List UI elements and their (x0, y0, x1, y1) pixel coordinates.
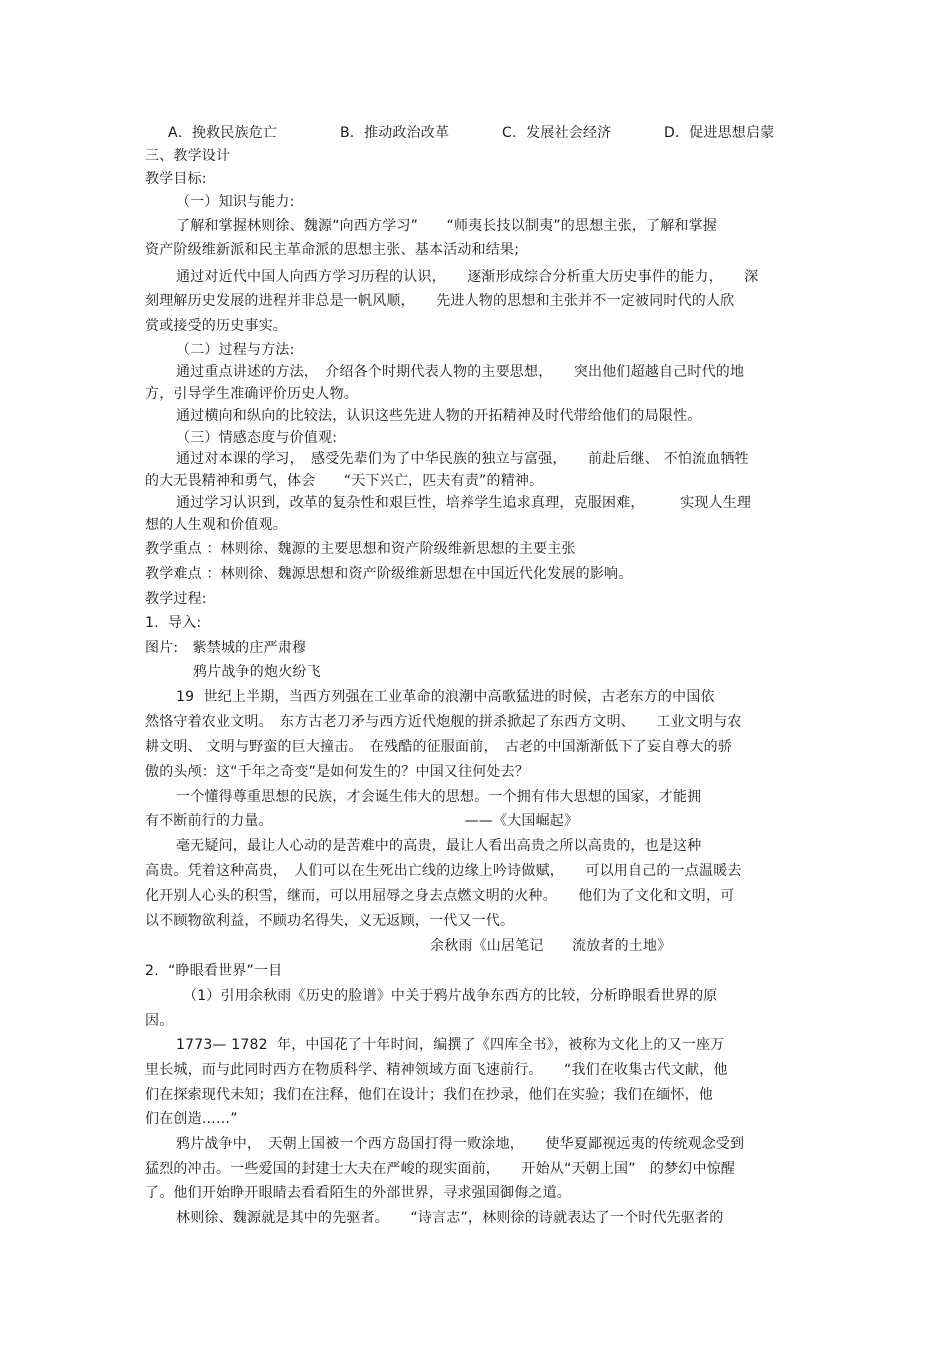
subheading: 教学目标: (145, 171, 207, 187)
teaching-focus: 教学重点 ：林则徐、魏源的主要思想和资产阶级维新思想的主要主张 (145, 541, 576, 557)
quote-source: 余秋雨《山居笔记 流放者的土地》 (430, 938, 672, 954)
option-d: D．促进思想启蒙 (664, 125, 775, 141)
paragraph-line: 们在探索现代未知；我们在注释，他们在设计；我们在抄录，他们在实验；我们在缅怀，他 (145, 1087, 713, 1103)
paragraph-line: 的大无畏精神和勇气，体会 “天下兴亡，匹夫有责”的精神。 (145, 473, 544, 489)
subheading: （二）过程与方法: (176, 342, 295, 358)
quote-line: 高贵。凭着这种高贵， 人们可以在生死出亡线的边缘上吟诗做赋， 可以用自己的一点温暖去 (145, 863, 742, 879)
quote-line: 有不断前行的力量。 ——《大国崛起》 (145, 813, 579, 829)
paragraph-line: 通过横向和纵向的比较法，认识这些先进人物的开拓精神及时代带给他们的局限性。 (176, 408, 702, 424)
subheading: 2. “睁眼看世界”一目 (145, 963, 283, 979)
paragraph-line: 想的人生观和价值观。 (145, 517, 287, 533)
subheading: （三）情感态度与价值观: (176, 430, 338, 446)
option-a: A．挽救民族危亡 (168, 125, 278, 141)
paragraph-line: 鸦片战争中， 天朝上国被一个西方岛国打得一败涂地， 使华夏鄙视远夷的传统观念受到 (176, 1136, 745, 1152)
paragraph-line: 方，引导学生准确评价历史人物。 (145, 386, 358, 402)
paragraph-line: 了解和掌握林则徐、魏源“向西方学习” “师夷长技以制夷”的思想主张，了解和掌握 (176, 218, 718, 234)
option-c: C．发展社会经济 (502, 125, 612, 141)
paragraph-line: 林则徐、魏源就是其中的先驱者。 “诗言志”，林则徐的诗就表达了一个时代先驱者的 (176, 1210, 724, 1226)
paragraph-line: 然恪守着农业文明。 东方古老刀矛与西方近代炮舰的拼杀掀起了东西方文明、 工业文明与农 (145, 714, 742, 730)
paragraph-line: 图片: 紫禁城的庄严肃穆 (145, 640, 307, 656)
option-b: B．推动政治改革 (340, 125, 450, 141)
section-heading: 三、教学设计 (145, 148, 231, 164)
subheading: 1. 导入: (145, 615, 202, 631)
paragraph-line: 资产阶级维新派和民主革命派的思想主张、基本活动和结果; (145, 242, 520, 258)
paragraph-line: 赏或接受的历史事实。 (145, 318, 287, 334)
paragraph-line: 们在创造……” (145, 1111, 238, 1127)
subheading: （一）知识与能力: (176, 194, 295, 210)
paragraph-line: （1）引用余秋雨《历史的脸谱》中关于鸦片战争东西方的比较，分析睁眼看世界的原 (183, 988, 718, 1004)
paragraph-line: 19 世纪上半期，当西方列强在工业革命的浪潮中高歌猛进的时候，古老东方的中国依 (176, 689, 715, 705)
paragraph-line: 刻理解历史发展的进程并非总是一帆风顺， 先进人物的思想和主张并不一定被同时代的人欣 (145, 293, 735, 309)
subheading: 教学过程: (145, 591, 207, 607)
paragraph-line: 通过对本课的学习， 感受先辈们为了中华民族的独立与富强， 前赴后继、 不怕流血牺牲 (176, 451, 749, 467)
paragraph-line: 鸦片战争的炮火纷飞 (193, 664, 321, 680)
paragraph-line: 里长城，而与此同时西方在物质科学、精神领域方面飞速前行。 “我们在收集古代文献，他 (145, 1062, 728, 1078)
quote-line: 化开别人心头的积雪，继而，可以用屈辱之身去点燃文明的火种。 他们为了文化和文明，可 (145, 888, 735, 904)
paragraph-line: 通过重点讲述的方法， 介绍各个时期代表人物的主要思想， 突出他们超越自己时代的地 (176, 364, 745, 380)
quote-line: 以不顾物欲利益，不顾功名得失，义无返顾，一代又一代。 (145, 913, 515, 929)
teaching-difficulty: 教学难点 ：林则徐、魏源思想和资产阶级维新思想在中国近代化发展的影响。 (145, 566, 633, 582)
quote-line: 毫无疑问，最让人心动的是苦难中的高贵，最让人看出高贵之所以高贵的，也是这种 (176, 838, 702, 854)
paragraph-line: 通过学习认识到，改革的复杂性和艰巨性，培养学生追求真理，克服困难， 实现人生理 (176, 495, 752, 511)
paragraph-line: 耕文明、 文明与野蛮的巨大撞击。 在残酷的征服面前， 古老的中国渐渐低下了妄自尊大的骄 (145, 739, 733, 755)
paragraph-line: 了。他们开始睁开眼睛去看看陌生的外部世界，寻求强国御侮之道。 (145, 1185, 571, 1201)
paragraph-line: 傲的头颅：这“千年之奇变”是如何发生的？中国又往何处去？ (145, 764, 530, 780)
paragraph-line: 猛烈的冲击。一些爱国的封建士大夫在严峻的现实面前， 开始从“天朝上国” 的梦幻中惊醒 (145, 1161, 736, 1177)
paragraph-line: 1773— 1782 年，中国花了十年时间，编撰了《四库全书》，被称为文化上的又一座万 (176, 1037, 725, 1053)
paragraph-line: 因。 (145, 1013, 174, 1029)
quote-line: 一个懂得尊重思想的民族，才会诞生伟大的思想。一个拥有伟大思想的国家，才能拥 (176, 789, 702, 805)
paragraph-line: 通过对近代中国人向西方学习历程的认识， 逐渐形成综合分析重大历史事件的能力， 深 (176, 269, 759, 285)
